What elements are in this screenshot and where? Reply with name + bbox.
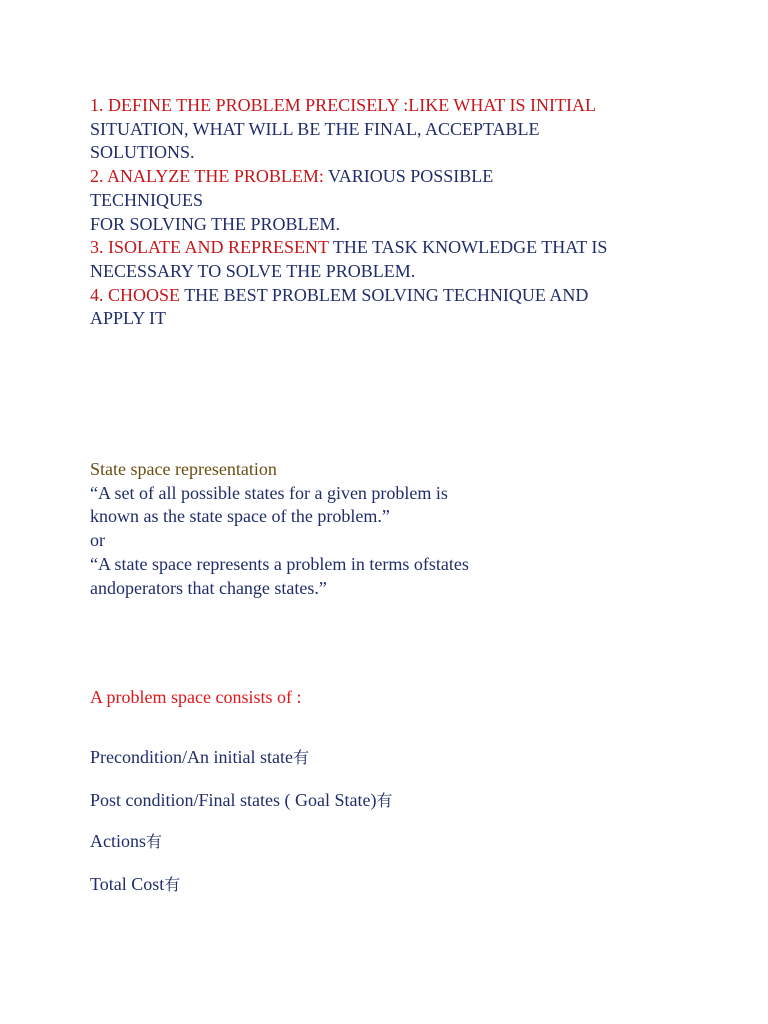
list-item-text: Actions — [90, 831, 146, 851]
step-4-text: APPLY IT — [90, 308, 167, 329]
list-item — [90, 872, 180, 897]
step-4-line-2 — [90, 307, 730, 331]
state-space-section — [90, 458, 730, 600]
step-2-title: 2. ANALYZE THE PROBLEM: — [90, 166, 324, 187]
step-2-text: FOR SOLVING THE PROBLEM. — [90, 213, 341, 234]
list-item-glyph: 有 — [292, 748, 309, 767]
list-item-text: Precondition/An initial state — [90, 747, 293, 767]
step-2-line-1 — [90, 165, 730, 189]
state-space-quote-1-line-1: “A set of all possible states for a given problem is — [90, 482, 448, 503]
step-3-title: 3. ISOLATE AND REPRESENT — [90, 237, 329, 258]
problem-space-heading: A problem space consists of : — [90, 687, 302, 707]
step-2-line-2 — [90, 189, 730, 213]
step-1-line-2 — [90, 118, 730, 142]
list-item — [90, 829, 162, 854]
list-item-text: Post condition/Final states ( Goal State) — [90, 790, 377, 810]
step-4-line-1 — [90, 284, 730, 308]
list-item-glyph: 有 — [164, 875, 181, 894]
step-1-line-1 — [90, 94, 730, 118]
step-1-text: SOLUTIONS. — [90, 142, 195, 163]
step-1-line-3 — [90, 141, 730, 165]
list-item-glyph: 有 — [376, 791, 393, 810]
state-space-quote-2-line-1: “A state space represents a problem in terms ofstates — [90, 553, 469, 574]
step-4-text: THE BEST PROBLEM SOLVING TECHNIQUE AND — [180, 284, 589, 305]
step-3-line-2 — [90, 260, 730, 284]
list-item-text: Total Cost — [90, 874, 165, 894]
state-space-heading: State space representation — [90, 459, 277, 479]
step-1-title: 1. DEFINE THE PROBLEM PRECISELY :LIKE WHAT IS INITIAL — [90, 95, 597, 115]
problem-solving-steps — [90, 94, 730, 331]
step-2-line-3 — [90, 213, 730, 237]
step-4-title: 4. CHOOSE — [90, 284, 181, 305]
list-item — [90, 788, 393, 813]
state-space-quote-2-line-2: andoperators that change states.” — [90, 577, 327, 598]
list-item-glyph: 有 — [146, 832, 163, 851]
step-3-line-1 — [90, 236, 730, 260]
step-1-text: SITUATION, WHAT WILL BE THE FINAL, ACCEPTABLE — [90, 118, 540, 139]
state-space-or: or — [90, 530, 105, 551]
state-space-quote-1-line-2: known as the state space of the problem.” — [90, 506, 390, 527]
step-2-text: VARIOUS POSSIBLE — [323, 166, 494, 187]
step-3-text: NECESSARY TO SOLVE THE PROBLEM. — [90, 260, 416, 281]
step-2-text: TECHNIQUES — [90, 189, 203, 210]
list-item — [90, 745, 309, 770]
step-3-text: THE TASK KNOWLEDGE THAT IS — [328, 237, 608, 258]
